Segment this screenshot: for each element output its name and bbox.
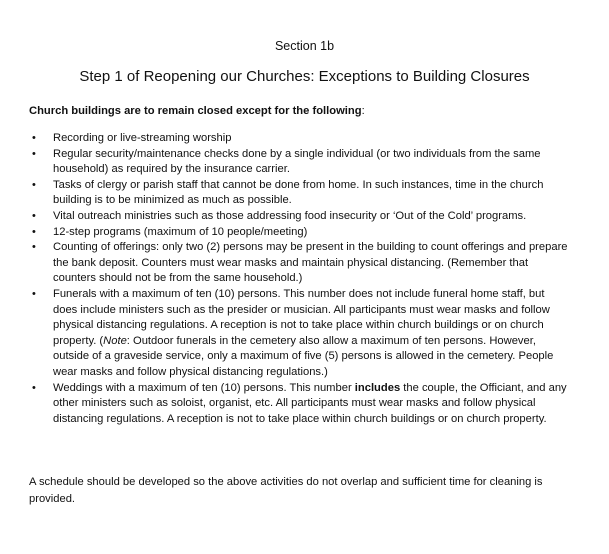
- bullet-icon: •: [32, 225, 36, 238]
- list-item-text: [53, 382, 567, 425]
- closing-paragraph: A schedule should be developed so the above activities do not overlap and sufficient time for cleaning is provided.: [29, 476, 543, 505]
- list-item-text-part: Weddings with a maximum of ten (10) persons. This number: [53, 381, 355, 394]
- list-item: [29, 240, 569, 287]
- list-item: [29, 178, 569, 209]
- list-item: [29, 147, 569, 178]
- list-item-text: Regular security/maintenance checks done by a single individual (or two individuals from the same household) as required by the insurance carrier.: [53, 147, 541, 176]
- intro-text: Church buildings are to remain closed except for the following: [29, 105, 362, 117]
- bullet-icon: •: [32, 381, 36, 394]
- list-item: [29, 381, 569, 428]
- intro-colon: :: [361, 105, 365, 117]
- section-label: Section 1b: [274, 39, 335, 53]
- bullet-icon: •: [32, 209, 36, 222]
- list-item-text: Tasks of clergy or parish staff that cannot be done from home. In such instances, time in the church building is to be minimized as much as possible.: [53, 178, 544, 207]
- page-title: Step 1 of Reopening our Churches: Exceptions to Building Closures: [79, 68, 530, 85]
- list-item-text: 12-step programs (maximum of 10 people/meeting): [53, 225, 308, 238]
- list-item-text: [53, 288, 553, 378]
- bullet-icon: •: [32, 178, 36, 191]
- list-item: [29, 225, 569, 241]
- list-item-text: Recording or live-streaming worship: [53, 132, 232, 144]
- intro-heading: [29, 103, 589, 119]
- list-item: [29, 131, 569, 147]
- emphasis-includes: includes: [354, 381, 401, 394]
- exceptions-list: [29, 131, 569, 427]
- bullet-icon: •: [32, 287, 36, 300]
- bullet-icon: •: [32, 241, 36, 254]
- list-item-text: Counting of offerings: only two (2) persons may be present in the building to count offerings and prepare the bank deposit. Counters must wear masks and maintain physical distancing. (Remember that counters should not be from the same household.): [53, 241, 568, 285]
- list-item-text: Vital outreach ministries such as those addressing food insecurity or ‘Out of the Cold’ programs.: [53, 209, 527, 222]
- bullet-icon: •: [32, 147, 36, 160]
- list-item: [29, 209, 569, 225]
- bullet-icon: •: [32, 132, 36, 144]
- list-item-text-part: : Outdoor funerals in the cemetery also allow a maximum of ten persons. However, outside of a graveside service, only a maximum of five (5) persons is allowed in the cemetery. People wear masks and follow physical distancing regulations.): [53, 334, 554, 378]
- list-item-text-part: Funerals with a maximum of ten (10) persons. This number does not include funeral home staff, but does include ministers such as the presider or musician. All participants must wear masks and follow physical distancing regulations. A reception is not to take place within church buildings or on church property. (: [53, 287, 550, 347]
- list-item-text-part: the couple, the Officiant, and any other ministers such as soloist, organist, etc. All participants must wear masks and follow physical distancing regulations. A reception is not to take place within church buildings or on church property.: [53, 381, 567, 425]
- list-item: [29, 287, 569, 381]
- note-label: Note: [103, 334, 127, 347]
